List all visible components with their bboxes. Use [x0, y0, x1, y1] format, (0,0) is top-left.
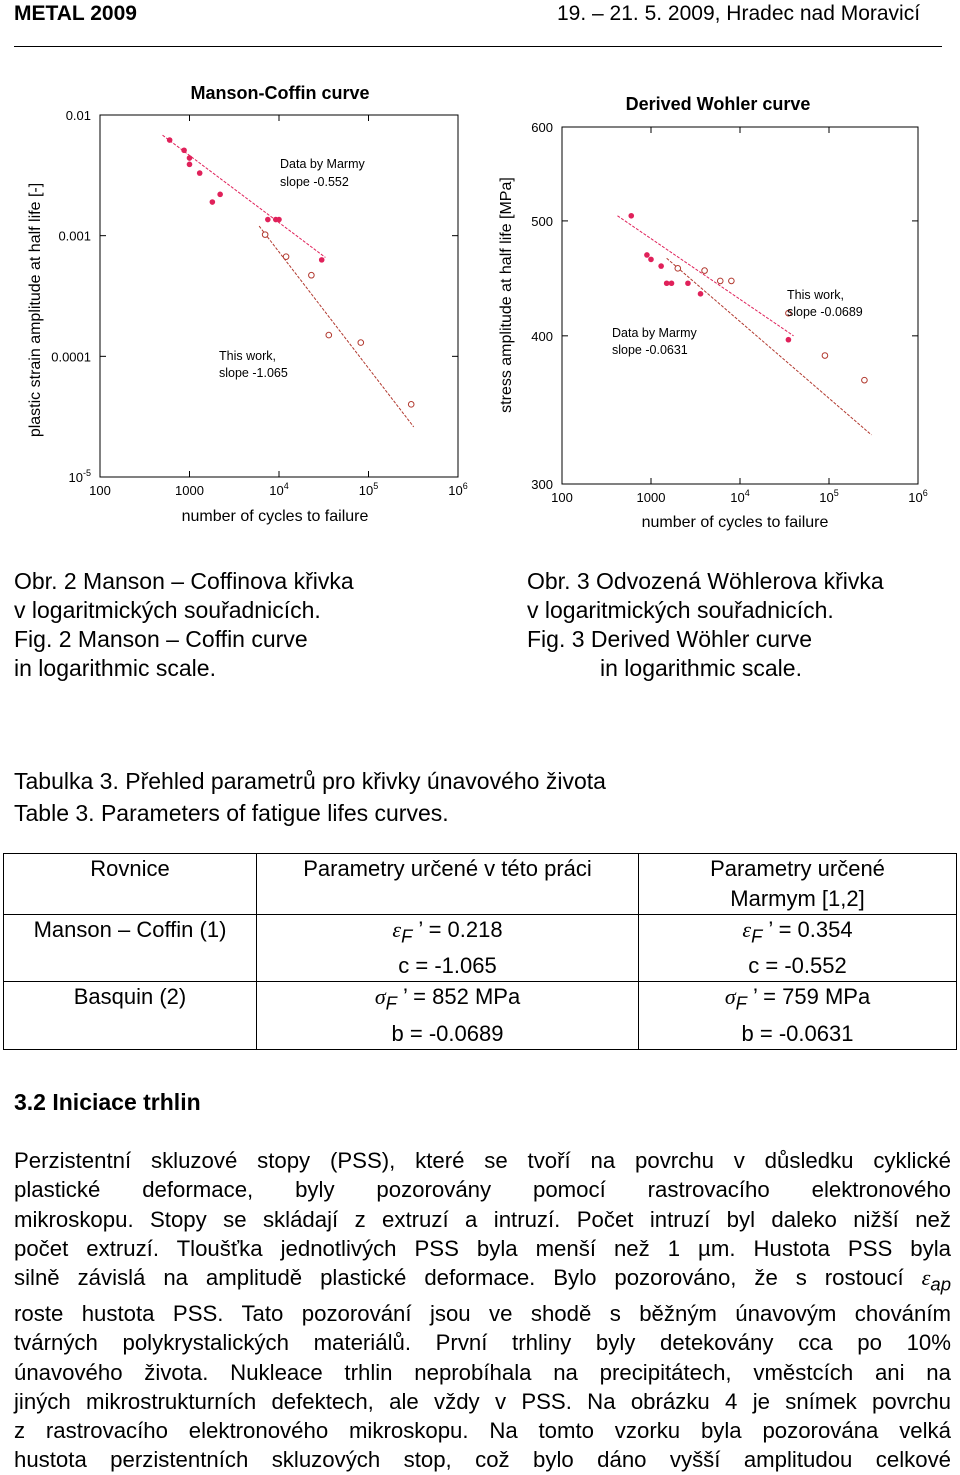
symbol-epsilon: ε: [392, 917, 402, 942]
symbol-sigma: σ: [724, 984, 736, 1010]
table-caption-en: Table 3. Parameters of fatigue lifes curves.: [14, 800, 449, 826]
data-point: [326, 332, 332, 338]
data-point: [276, 217, 282, 223]
data-point: [319, 257, 325, 263]
caption-line: Fig. 3 Derived Wöhler curve: [527, 626, 813, 652]
value-line2: b = -0.0631: [741, 1020, 854, 1046]
table-row: [4, 982, 957, 1049]
y-axis-label: plastic strain amplitude at half life [-]: [27, 182, 44, 438]
paragraph-line: tvárných polykrystalických materiálů. První trhliny byly detekovány cca po 10%: [14, 1330, 951, 1356]
annotation-this-work-line2: slope -1.065: [219, 366, 288, 380]
data-point: [181, 147, 187, 153]
caption-line: Fig. 2 Manson – Coffin curve: [14, 626, 308, 652]
section-heading: 3.2 Iniciace trhlin: [14, 1089, 201, 1115]
header-marmy-line2: Marmym [1,2]: [730, 886, 865, 911]
data-point: [262, 232, 268, 238]
data-point: [265, 217, 271, 223]
caption-line: v logaritmických souřadnicích.: [527, 597, 834, 623]
x-tick-label: $10^5$: [358, 481, 379, 498]
value-line2: b = -0.0689: [391, 1020, 504, 1046]
fit-line: [259, 226, 414, 427]
header-marmy-line1: Parametry určené: [710, 856, 885, 881]
value-line2: c = -0.552: [748, 953, 847, 979]
conference-date-place: 19. – 21. 5. 2009, Hradec nad Moravicí: [557, 2, 921, 25]
paragraph-line: Perzistentní skluzové stopy (PSS), které se tvoří na povrchu v důsledku cyklické: [14, 1148, 951, 1173]
annotation-marmy-line1: Data by Marmy: [612, 326, 697, 340]
paragraph-line: z rastrovacího elektronového mikroskopu. Na tomto vzorku byla pozorována velká: [14, 1418, 951, 1444]
plot-frame: [100, 115, 458, 477]
symbol-sigma: σ: [374, 984, 386, 1010]
data-point: [717, 278, 723, 284]
paragraph-line: mikroskopu. Stopy se skládají z extruzí a intruzí. Počet intruzí byl daleko nižší než: [14, 1206, 951, 1232]
table-caption-cz: Tabulka 3. Přehled parametrů pro křivky únavového života: [14, 768, 606, 794]
data-point: [729, 278, 735, 284]
subscript: F: [385, 992, 397, 1014]
y-tick-label: $10^{-5}$: [68, 468, 91, 485]
figure-3-caption: [527, 567, 884, 683]
data-point: [786, 337, 792, 343]
data-point: [217, 192, 223, 198]
fit-line: [617, 216, 793, 336]
body-paragraph: [14, 1146, 951, 1475]
x-tick-label: $10^5$: [819, 488, 839, 505]
plot-frame: [562, 127, 918, 484]
line-text: silně závislá na amplitudě plastické deformace. Bylo pozorováno, že s rostoucí: [14, 1265, 904, 1291]
x-tick-label: 1000: [175, 483, 204, 498]
data-point: [283, 254, 289, 260]
caption-line: in logarithmic scale.: [14, 655, 216, 681]
fit-line: [667, 258, 872, 435]
value: ’ = 0.218: [412, 917, 503, 942]
marmy-cell: [639, 915, 957, 982]
annotation-this-work-line1: This work,: [787, 288, 844, 302]
x-tick-label: $10^6$: [448, 481, 468, 498]
parameters-table: [3, 853, 957, 1050]
caption-line: in logarithmic scale.: [600, 655, 802, 681]
header-marmy: [639, 854, 957, 915]
y-tick-label: 0.0001: [51, 349, 91, 365]
subscript: F: [401, 925, 413, 947]
equation-cell: Manson – Coffin (1): [4, 915, 257, 982]
y-tick-label: 0.01: [65, 108, 91, 123]
caption-line: Obr. 2 Manson – Coffinova křivka: [14, 568, 354, 594]
table-header-row: [4, 854, 957, 915]
paragraph-line: hustota perzistentních skluzových stop, což bylo dáno vyšší amplitudou celkové: [14, 1447, 951, 1473]
caption-line: v logaritmických souřadnicích.: [14, 597, 321, 623]
symbol-epsilon: ε: [742, 917, 752, 942]
paragraph-line: [14, 1263, 951, 1299]
x-tick-label: 100: [551, 490, 573, 505]
data-point: [197, 170, 203, 176]
subscript: F: [751, 925, 763, 947]
data-point: [408, 402, 414, 408]
x-axis-label: number of cycles to failure: [181, 508, 369, 525]
this-work-cell: [257, 915, 639, 982]
data-point: [187, 155, 193, 161]
data-point: [698, 291, 704, 297]
data-point: [658, 263, 664, 269]
figure-2-caption: [14, 567, 354, 683]
annotation-this-work-line1: This work,: [219, 349, 276, 363]
caption-line: Obr. 3 Odvozená Wöhlerova křivka: [527, 568, 884, 594]
this-work-cell: [257, 982, 639, 1049]
header-equation: Rovnice: [4, 854, 257, 915]
annotation-marmy-line2: slope -0.0631: [612, 343, 688, 357]
y-tick-label: 400: [531, 328, 553, 344]
annotation-this-work: [787, 288, 863, 319]
header-rule: [14, 46, 942, 47]
fit-line: [163, 135, 326, 257]
paragraph-line: roste hustota PSS. Tato pozorování jsou ve shodě s běžným únavovým chováním: [14, 1300, 951, 1326]
y-tick-label: 600: [531, 120, 553, 135]
data-point: [628, 213, 634, 219]
data-point: [862, 377, 868, 383]
x-tick-label: 100: [89, 483, 111, 498]
header-this-work: Parametry určené v této práci: [257, 854, 639, 915]
annotation-this-work-line2: slope -0.0689: [787, 305, 863, 319]
x-tick-label: $10^4$: [269, 481, 289, 498]
value: ’ = 852 MPa: [396, 984, 521, 1010]
data-point: [664, 280, 670, 286]
chart-title: Derived Wohler curve: [625, 94, 811, 114]
manson-coffin-chart: [0, 60, 480, 540]
value-line2: c = -1.065: [398, 953, 497, 979]
data-point: [167, 137, 173, 143]
marmy-cell: [639, 982, 957, 1049]
x-axis-label: number of cycles to failure: [641, 514, 829, 531]
subscript: ap: [930, 1273, 951, 1295]
chart-title: Manson-Coffin curve: [190, 83, 370, 103]
data-point: [187, 162, 193, 168]
table-row: [4, 915, 957, 982]
x-tick-label: $10^4$: [730, 488, 750, 505]
data-point: [309, 272, 315, 278]
data-point: [675, 266, 681, 272]
data-point: [702, 268, 708, 274]
wohler-chart: [480, 70, 960, 550]
paragraph-line: počet extruzí. Tloušťka jednotlivých PSS byla menší než 1 µm. Hustota PSS byla: [14, 1235, 951, 1261]
table-caption: [14, 765, 606, 829]
annotation-marmy: [612, 326, 700, 357]
data-point: [644, 252, 650, 258]
data-point: [822, 353, 828, 359]
paragraph-line: plastické deformace, byly pozorovány pomocí rastrovacího elektronového: [14, 1177, 951, 1203]
journal-title: METAL 2009: [14, 2, 137, 25]
y-tick-label: 0.001: [58, 228, 91, 244]
data-point: [685, 280, 691, 286]
y-tick-label: 300: [531, 477, 553, 492]
value: ’ = 759 MPa: [746, 984, 871, 1010]
annotation-marmy-line2: slope -0.552: [280, 175, 349, 189]
data-point: [669, 280, 675, 286]
subscript: F: [735, 992, 747, 1014]
data-point: [358, 340, 364, 346]
annotation-marmy-line1: Data by Marmy: [280, 157, 365, 171]
equation-cell: Basquin (2): [4, 982, 257, 1049]
annotation-marmy: [280, 157, 368, 189]
y-axis-label: stress amplitude at half life [MPa]: [498, 177, 515, 413]
data-point: [648, 257, 654, 263]
x-tick-label: $10^6$: [908, 488, 928, 505]
x-tick-label: 1000: [636, 490, 666, 505]
annotation-this-work: [219, 349, 288, 380]
data-point: [210, 199, 216, 205]
paragraph-line: jiných mikrostrukturních defektech, ale vždy v PSS. Na obrázku 4 je snímek povrchu: [14, 1388, 951, 1414]
y-tick-label: 500: [531, 213, 553, 229]
symbol-epsilon: ε: [921, 1265, 931, 1291]
value: ’ = 0.354: [762, 917, 853, 942]
paragraph-line: únavového života. Nukleace trhlin neprobíhala na precipitátech, vměstcích ani na: [14, 1359, 951, 1385]
